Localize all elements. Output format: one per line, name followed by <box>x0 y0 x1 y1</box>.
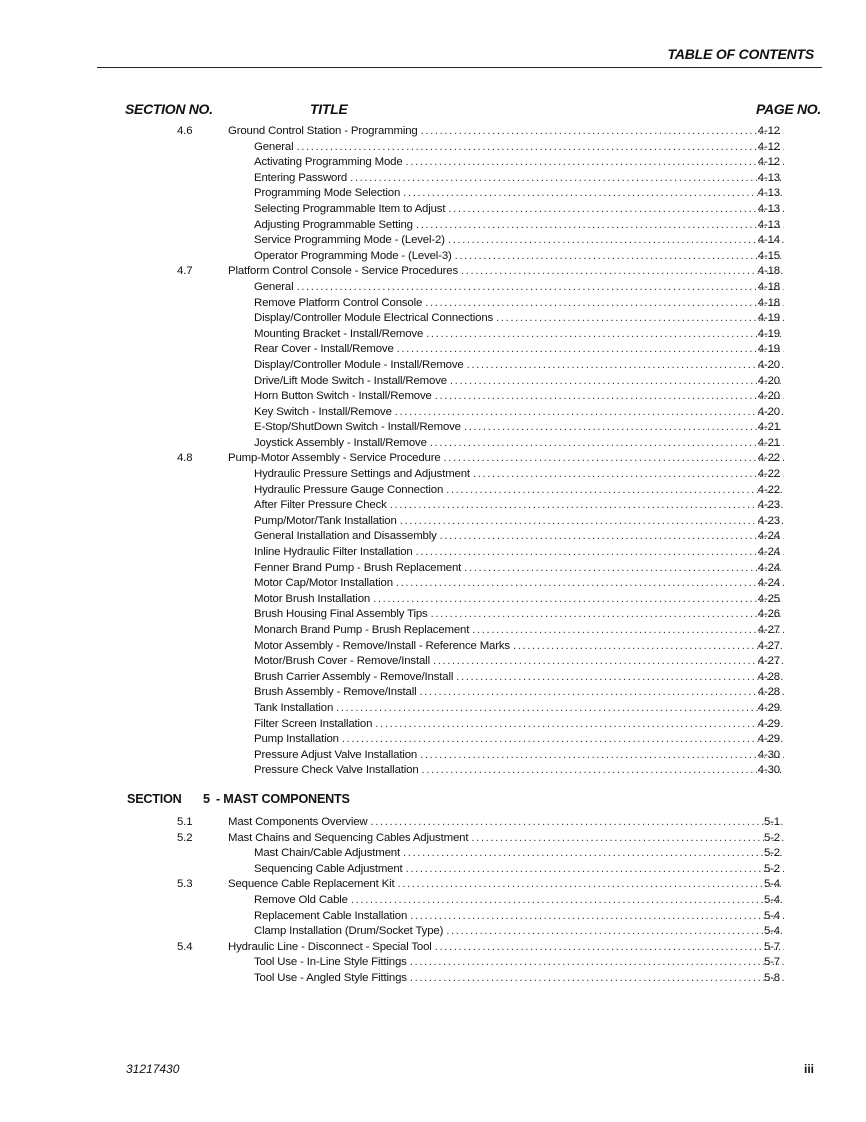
dot-leader <box>410 955 784 971</box>
toc-entry-title: General <box>254 140 294 153</box>
toc-entry[interactable] <box>0 815 866 831</box>
toc-entry-title: Brush Assembly - Remove/Install <box>254 686 417 699</box>
toc-section-4-entries <box>0 124 866 779</box>
toc-entry-title: Ground Control Station - Programming <box>228 125 418 137</box>
toc-entry-title: Remove Platform Control Console <box>254 296 423 309</box>
dot-leader <box>431 607 784 623</box>
dot-leader <box>420 748 784 764</box>
toc-entry-leader <box>254 374 784 390</box>
dot-leader <box>296 140 784 156</box>
dot-leader <box>425 296 784 312</box>
dot-leader <box>350 171 784 187</box>
toc-subentry[interactable] <box>0 514 866 530</box>
dot-leader <box>403 846 784 862</box>
toc-entry-title: Entering Password <box>254 171 348 184</box>
toc-entry-title: Motor/Brush Cover - Remove/Install <box>254 655 430 668</box>
toc-entry-leader <box>254 249 784 265</box>
toc-entry-title: General Installation and Disassembly <box>254 530 437 543</box>
section-5-heading[interactable] <box>0 788 866 810</box>
toc-entry-leader <box>254 846 784 862</box>
dot-leader <box>410 971 784 987</box>
toc-entry[interactable] <box>0 451 866 467</box>
toc-entry-title: Inline Hydraulic Filter Installation <box>254 546 413 559</box>
toc-entry-number: 4.8 <box>177 452 193 465</box>
toc-entry-title: Tank Installation <box>254 701 334 714</box>
toc-entry-leader <box>254 545 784 561</box>
toc-entry-leader <box>254 623 784 639</box>
toc-entry-title: Hydraulic Pressure Settings and Adjustment <box>254 468 470 481</box>
dot-leader <box>419 685 784 701</box>
toc-entry-leader <box>254 909 784 925</box>
dot-leader <box>400 514 784 530</box>
toc-subentry[interactable] <box>0 623 866 639</box>
toc-entry-title: Motor Brush Installation <box>254 592 371 605</box>
toc-entry-title: Display/Controller Module Electrical Connections <box>254 312 494 325</box>
dot-leader <box>448 233 784 249</box>
toc-entry-leader <box>254 893 784 909</box>
toc-entry-leader <box>254 924 784 940</box>
toc-entry-number: 5.3 <box>177 878 193 891</box>
toc-entry-page: 4-12 <box>757 125 780 137</box>
page-header-title: TABLE OF CONTENTS <box>667 46 814 62</box>
toc-subentry[interactable] <box>0 498 866 514</box>
toc-entry-title: E-Stop/ShutDown Switch - Install/Remove <box>254 421 461 434</box>
toc-entry-leader <box>254 561 784 577</box>
toc-entry-leader <box>228 815 784 831</box>
toc-entry-leader <box>254 342 784 358</box>
toc-subentry[interactable] <box>0 140 866 156</box>
toc-subentry[interactable] <box>0 717 866 733</box>
toc-subentry[interactable] <box>0 639 866 655</box>
dot-leader <box>430 436 784 452</box>
dot-leader <box>456 670 784 686</box>
toc-entry-number: 5.4 <box>177 940 193 953</box>
toc-subentry[interactable] <box>0 670 866 686</box>
toc-entry-page: 4-20 <box>757 374 780 387</box>
toc-entry-page: 4-28 <box>757 670 780 683</box>
toc-subentry[interactable] <box>0 374 866 390</box>
toc-entry-title: After Filter Pressure Check <box>254 499 387 512</box>
toc-entry-title: Activating Programming Mode <box>254 156 403 169</box>
toc-entry-page: 4-26 <box>757 608 780 621</box>
toc-entry-title: Programming Mode Selection <box>254 187 401 200</box>
toc-entry-page: 4-14 <box>757 234 780 247</box>
column-header-title: TITLE <box>310 101 348 117</box>
toc-entry-page: 4-30 <box>757 748 780 761</box>
toc-entry-title: Service Programming Mode - (Level-2) <box>254 234 445 247</box>
dot-leader <box>397 877 784 893</box>
dot-leader <box>464 561 784 577</box>
dot-leader <box>448 202 784 218</box>
toc-entry-number: 4.7 <box>177 265 193 278</box>
dot-leader <box>426 327 784 343</box>
toc-entry-title: Operator Programming Mode - (Level-3) <box>254 249 452 262</box>
toc-subentry[interactable] <box>0 420 866 436</box>
toc-entry-leader <box>254 592 784 608</box>
toc-entry-page: 4-20 <box>757 405 780 418</box>
toc-entry-page: 4-19 <box>757 327 780 340</box>
dot-leader <box>390 498 784 514</box>
toc-subentry[interactable] <box>0 701 866 717</box>
toc-entry-leader <box>254 311 784 327</box>
toc-entry-leader <box>254 732 784 748</box>
toc-entry-title: Mast Components Overview <box>228 815 368 828</box>
column-header-section: SECTION NO. <box>125 101 213 117</box>
dot-leader <box>435 940 784 956</box>
toc-entry-page: 4-24 <box>757 577 780 590</box>
toc-subentry[interactable] <box>0 862 866 878</box>
toc-entry-leader <box>254 405 784 421</box>
dot-leader <box>370 815 784 831</box>
dot-leader <box>461 264 784 280</box>
toc-entry-leader <box>228 940 784 956</box>
toc-entry-page: 4-29 <box>757 733 780 746</box>
toc-entry-title: Brush Carrier Assembly - Remove/Install <box>254 670 454 683</box>
toc-entry-title: Replacement Cable Installation <box>254 909 408 922</box>
footer-page-number: iii <box>803 1062 814 1076</box>
toc-entry-page: 4-19 <box>757 312 780 325</box>
toc-subentry[interactable] <box>0 924 866 940</box>
toc-subentry[interactable] <box>0 483 866 499</box>
toc-entry-leader <box>254 955 784 971</box>
toc-entry-page: 4-13 <box>757 187 780 200</box>
toc-entry-title: Tool Use - Angled Style Fittings <box>254 971 407 984</box>
toc-entry-page: 4-18 <box>757 280 780 293</box>
toc-entry[interactable] <box>0 877 866 893</box>
toc-entry-leader <box>254 186 784 202</box>
toc-entry-page: 5-2 <box>763 831 780 844</box>
dot-leader <box>406 862 784 878</box>
toc-entry-page: 4-13 <box>757 218 780 231</box>
toc-entry-page: 5-8 <box>763 971 780 984</box>
toc-entry-page: 4-27 <box>757 655 780 668</box>
toc-entry-page: 4-19 <box>757 343 780 356</box>
toc-entry-leader <box>254 685 784 701</box>
toc-subentry[interactable] <box>0 529 866 545</box>
toc-entry-title: Rear Cover - Install/Remove <box>254 343 394 356</box>
toc-entry-leader <box>254 717 784 733</box>
toc-entry-leader <box>254 654 784 670</box>
dot-leader <box>446 483 784 499</box>
toc-entry-title: Selecting Programmable Item to Adjust <box>254 202 446 215</box>
toc-entry-page: 4-18 <box>757 296 780 309</box>
toc-subentry[interactable] <box>0 186 866 202</box>
dot-leader <box>397 342 784 358</box>
toc-entry-page: 5-1 <box>763 815 780 828</box>
toc-entry-title: Mast Chains and Sequencing Cables Adjustment <box>228 831 469 844</box>
footer-document-number: 31217430 <box>126 1062 180 1076</box>
toc-entry-leader <box>228 831 784 847</box>
toc-entry-page: 4-29 <box>757 717 780 730</box>
toc-entry-leader <box>254 296 784 312</box>
toc-entry-page: 4-23 <box>757 499 780 512</box>
toc-entry-title: Sequence Cable Replacement Kit <box>228 878 395 891</box>
toc-entry-title: Hydraulic Pressure Gauge Connection <box>254 483 444 496</box>
toc-entry-title: Clamp Installation (Drum/Socket Type) <box>254 925 444 938</box>
dot-leader <box>446 924 784 940</box>
toc-subentry[interactable] <box>0 607 866 623</box>
toc-entry-title: Display/Controller Module - Install/Remove <box>254 358 464 371</box>
toc-entry-leader <box>254 202 784 218</box>
toc-entry-title: Sequencing Cable Adjustment <box>254 862 403 875</box>
dot-leader <box>342 732 784 748</box>
dot-leader <box>455 249 784 265</box>
toc-entry-page: 4-24 <box>757 530 780 543</box>
toc-entry-page: 4-25 <box>757 592 780 605</box>
dot-leader <box>403 186 784 202</box>
toc-entry-title: Monarch Brand Pump - Brush Replacement <box>254 624 470 636</box>
toc-subentry[interactable] <box>0 893 866 909</box>
toc-entry-leader <box>254 155 784 171</box>
toc-entry-title: Pressure Check Valve Installation <box>254 764 419 777</box>
toc-subentry[interactable] <box>0 467 866 483</box>
toc-subentry[interactable] <box>0 171 866 187</box>
section-number: 5 <box>203 791 210 806</box>
dot-leader <box>406 155 784 171</box>
toc-entry-leader <box>254 498 784 514</box>
dot-leader <box>296 280 784 296</box>
toc-entry-leader <box>254 218 784 234</box>
toc-entry-leader <box>254 233 784 249</box>
toc-subentry[interactable] <box>0 327 866 343</box>
toc-entry-number: 5.2 <box>177 831 193 844</box>
toc-subentry[interactable] <box>0 971 866 987</box>
toc-entry-page: 5-4 <box>763 909 780 922</box>
toc-entry-title: Mast Chain/Cable Adjustment <box>254 847 401 860</box>
toc-entry-page: 4-24 <box>757 546 780 559</box>
toc-entry-title: Joystick Assembly - Install/Remove <box>254 436 427 449</box>
section-title: - MAST COMPONENTS <box>216 791 350 806</box>
toc-entry-page: 4-13 <box>757 202 780 215</box>
dot-leader <box>422 763 784 779</box>
toc-subentry[interactable] <box>0 280 866 296</box>
toc-entry-leader <box>254 171 784 187</box>
dot-leader <box>473 467 784 483</box>
toc-entry-title: Platform Control Console - Service Procedures <box>228 265 459 278</box>
toc-entry-title: Pump/Motor/Tank Installation <box>254 514 397 527</box>
dot-leader <box>416 218 784 234</box>
toc-subentry[interactable] <box>0 654 866 670</box>
toc-entry-leader <box>254 639 784 655</box>
toc-entry-page: 4-20 <box>757 358 780 371</box>
toc-entry-title: Key Switch - Install/Remove <box>254 405 392 418</box>
toc-section-5-entries <box>0 815 866 987</box>
toc-entry-page: 4-22 <box>757 468 780 481</box>
toc-entry-page: 4-18 <box>757 265 780 278</box>
dot-leader <box>444 451 784 467</box>
toc-entry-leader <box>254 763 784 779</box>
dot-leader <box>416 545 784 561</box>
toc-entry-leader <box>254 327 784 343</box>
toc-entry-page: 5-2 <box>763 862 780 875</box>
toc-entry-page: 4-28 <box>757 686 780 699</box>
toc-entry-title: Mounting Bracket - Install/Remove <box>254 327 424 340</box>
toc-subentry[interactable] <box>0 576 866 592</box>
toc-entry-page: 5-7 <box>763 956 780 969</box>
toc-entry-leader <box>254 389 784 405</box>
toc-entry-page: 4-21 <box>757 436 780 449</box>
toc-subentry[interactable] <box>0 561 866 577</box>
dot-leader <box>464 420 784 436</box>
toc-entry[interactable] <box>0 264 866 280</box>
toc-subentry[interactable] <box>0 202 866 218</box>
toc-entry-page: 4-27 <box>757 624 780 636</box>
toc-subentry[interactable] <box>0 155 866 171</box>
dot-leader <box>395 405 784 421</box>
toc-entry-page: 5-2 <box>763 847 780 860</box>
dot-leader <box>410 909 784 925</box>
toc-subentry[interactable] <box>0 436 866 452</box>
toc-entry-title: Motor Cap/Motor Installation <box>254 577 393 590</box>
toc-entry-title: Tool Use - In-Line Style Fittings <box>254 956 407 969</box>
toc-entry-title: Drive/Lift Mode Switch - Install/Remove <box>254 374 447 387</box>
toc-entry-title: Filter Screen Installation <box>254 717 373 730</box>
toc-entry-page: 4-12 <box>757 140 780 153</box>
toc-entry-leader <box>254 576 784 592</box>
toc-entry-leader <box>254 467 784 483</box>
toc-entry-title: Remove Old Cable <box>254 893 348 906</box>
toc-entry-page: 4-12 <box>757 156 780 169</box>
toc-subentry[interactable] <box>0 732 866 748</box>
toc-entry-leader <box>254 420 784 436</box>
header-rule <box>97 67 822 68</box>
toc-entry-leader <box>228 264 784 280</box>
toc-subentry[interactable] <box>0 342 866 358</box>
section-word: SECTION <box>127 791 182 806</box>
toc-entry-leader <box>254 607 784 623</box>
toc-subentry[interactable] <box>0 685 866 701</box>
toc-subentry[interactable] <box>0 296 866 312</box>
toc-entry-title: Pressure Adjust Valve Installation <box>254 748 418 761</box>
dot-leader <box>450 374 784 390</box>
toc-entry-leader <box>254 971 784 987</box>
toc-subentry[interactable] <box>0 763 866 779</box>
toc-entry[interactable] <box>0 940 866 956</box>
toc-entry-leader <box>254 748 784 764</box>
toc-entry-leader <box>254 436 784 452</box>
toc-subentry[interactable] <box>0 311 866 327</box>
toc-subentry[interactable] <box>0 405 866 421</box>
toc-entry-page: 5-7 <box>763 940 780 953</box>
toc-entry-page: 4-23 <box>757 514 780 527</box>
toc-subentry[interactable] <box>0 846 866 862</box>
toc-entry[interactable] <box>0 831 866 847</box>
dot-leader <box>433 654 784 670</box>
column-header-page: PAGE NO. <box>755 101 821 117</box>
toc-subentry[interactable] <box>0 545 866 561</box>
toc-subentry[interactable] <box>0 909 866 925</box>
toc-subentry[interactable] <box>0 389 866 405</box>
toc-entry-leader <box>228 877 784 893</box>
dot-leader <box>373 592 784 608</box>
toc-entry-title: General <box>254 280 294 293</box>
toc-entry-leader <box>254 483 784 499</box>
toc-entry-page: 4-15 <box>757 249 780 262</box>
toc-entry-title: Pump-Motor Assembly - Service Procedure <box>228 452 441 465</box>
toc-entry-leader <box>254 514 784 530</box>
toc-subentry[interactable] <box>0 233 866 249</box>
toc-entry-number: 5.1 <box>177 815 193 828</box>
toc-entry-page: 4-22 <box>757 452 780 465</box>
dot-leader <box>467 358 784 374</box>
toc-entry-page: 5-4 <box>763 893 780 906</box>
toc-subentry[interactable] <box>0 592 866 608</box>
toc-entry-leader <box>254 862 784 878</box>
toc-entry-title: Brush Housing Final Assembly Tips <box>254 608 428 621</box>
toc-entry-title: Hydraulic Line - Disconnect - Special Tool <box>228 940 432 953</box>
toc-entry[interactable] <box>0 124 866 140</box>
toc-entry-title: Horn Button Switch - Install/Remove <box>254 390 432 403</box>
toc-entry-title: Motor Assembly - Remove/Install - Reference Marks <box>254 639 510 652</box>
dot-leader <box>472 623 784 639</box>
dot-leader <box>396 576 784 592</box>
toc-entry-number: 4.6 <box>177 125 193 137</box>
toc-entry-title: Adjusting Programmable Setting <box>254 218 413 231</box>
table-of-contents <box>0 124 866 986</box>
dot-leader <box>421 124 784 140</box>
toc-entry-page: 4-27 <box>757 639 780 652</box>
toc-subentry[interactable] <box>0 358 866 374</box>
toc-entry-title: Fenner Brand Pump - Brush Replacement <box>254 561 462 574</box>
toc-entry-page: 4-24 <box>757 561 780 574</box>
toc-subentry[interactable] <box>0 249 866 265</box>
toc-entry-leader <box>254 701 784 717</box>
toc-entry-leader <box>228 451 784 467</box>
toc-entry-page: 4-13 <box>757 171 780 184</box>
dot-leader <box>351 893 784 909</box>
toc-entry-leader <box>254 280 784 296</box>
toc-entry-page: 4-30 <box>757 764 780 777</box>
toc-entry-leader <box>228 124 784 140</box>
dot-leader <box>435 389 784 405</box>
dot-leader <box>440 529 784 545</box>
toc-entry-page: 4-22 <box>757 483 780 496</box>
dot-leader <box>375 717 784 733</box>
toc-entry-page: 4-20 <box>757 390 780 403</box>
toc-subentry[interactable] <box>0 748 866 764</box>
dot-leader <box>471 831 784 847</box>
toc-entry-leader <box>254 140 784 156</box>
toc-entry-page: 4-21 <box>757 421 780 434</box>
toc-entry-page: 5-4 <box>763 925 780 938</box>
toc-subentry[interactable] <box>0 955 866 971</box>
toc-subentry[interactable] <box>0 218 866 234</box>
toc-entry-page: 4-29 <box>757 701 780 714</box>
toc-entry-leader <box>254 670 784 686</box>
toc-entry-page: 5-4 <box>763 878 780 891</box>
toc-entry-leader <box>254 529 784 545</box>
toc-entry-title: Pump Installation <box>254 733 339 746</box>
dot-leader <box>336 701 784 717</box>
toc-entry-leader <box>254 358 784 374</box>
